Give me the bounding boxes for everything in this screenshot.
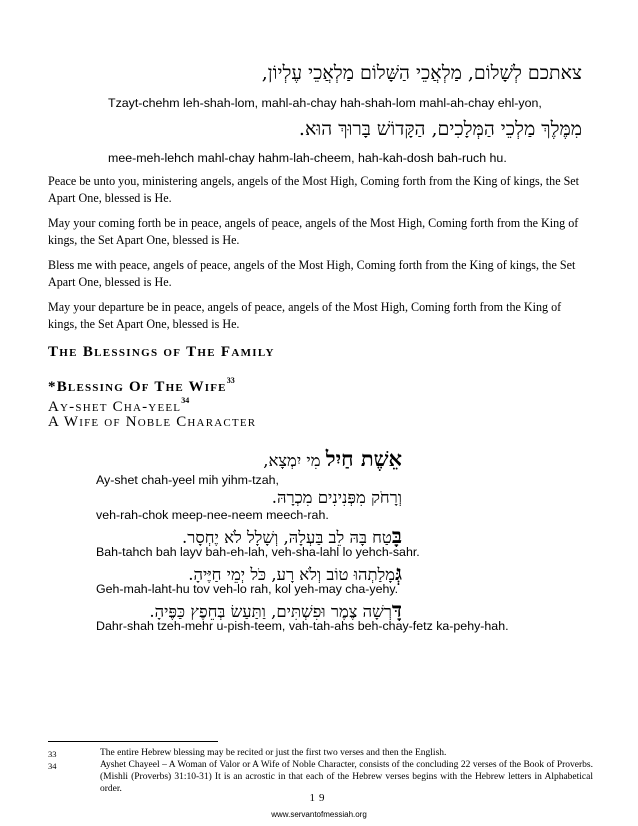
transliteration-line-1: Tzayt-chehm leh-shah-lom, mahl-ah-chay hah-shah-lom mahl-ah-chay ehl-yon, <box>108 96 542 110</box>
verse-2-transliteration: veh-rah-chok meep-nee-neem meech-rah. <box>96 508 329 522</box>
verse-5-hebrew-lead: דָּ <box>391 597 402 622</box>
blessing-transliterated-title <box>48 396 189 416</box>
verse-3-hebrew-lead: בָּ <box>391 523 402 548</box>
footnote-34-text: Ayshet Chayeel – A Woman of Valor or A Wife of Noble Character, consists of the concluding 22 verses of the Book of Proverbs. (Mishli (Proverbs) 31:10-31) It is an acrostic in that each of the Hebrew verses begins with the Hebrew letters in Alphabetical order. <box>100 760 593 794</box>
verse-3-transliteration: Bah-tahch bah layv bah-eh-lah, veh-sha-lahl lo yehch-sahr. <box>96 545 420 559</box>
verse-4-hebrew-rest: מָלַתְהוּ טוֹב וְלֹא רָע, כֹּל יְמֵי חַיֶּיהָ. <box>188 565 396 584</box>
verse-5-transliteration: Dahr-shah tzeh-mehr u-pish-teem, vah-tah-ahs beh-chay-fetz ka-pehy-hah. <box>96 619 509 633</box>
verse-5-hebrew-rest: רְשָׁה צֶמֶר וּפִשְׁתִּים, וַתַּעַשׂ בְּחֵפֶץ כַּפֶּיהָ. <box>149 602 392 621</box>
paragraph-4: May your departure be in peace, angels of peace, angels of the Most High, Coming forth from the King of kings, the Set Apart One, blessed is He. <box>48 300 562 331</box>
paragraph-1: Peace be unto you, ministering angels, angels of the Most High, Coming forth from the King of kings, the Set Apart One, blessed is He. <box>48 174 580 205</box>
verse-4-transliteration: Geh-mah-laht-hu tov veh-lo rah, kol yeh-may cha-yehy. <box>96 582 399 596</box>
blessing-english-title: A Wife of Noble Character <box>48 414 257 430</box>
transliteration-line-2: mee-meh-lehch mahl-chay hahm-lah-cheem, hah-kah-dosh bah-ruch hu. <box>108 151 507 165</box>
verse-1-hebrew <box>263 446 402 472</box>
verse-2-hebrew <box>272 488 402 508</box>
footnote-ref-33[interactable]: 33 <box>226 376 235 385</box>
footnote-34-number: 34 <box>48 761 57 771</box>
blessing-title-text: *Blessing Of The Wife <box>48 379 227 395</box>
hebrew-line-1: צאתכם לְשָׁלוֹם, מַלְאֲכֵי הַשָּׁלוֹם מַלְאֲכֵי עֶלְיוֹן, <box>261 62 582 84</box>
verse-1-hebrew-lead: אֵשֶׁת חַיִל <box>325 446 402 471</box>
footer-url[interactable]: www.servantofmessiah.org <box>271 810 367 819</box>
blessing-title <box>48 376 235 396</box>
section-heading: The Blessings of The Family <box>48 344 275 360</box>
page-number: 19 <box>309 792 329 804</box>
verse-2-hebrew-rest: וְרָחֹק מִפְּנִינִים מִכְרָהּ. <box>271 488 402 507</box>
paragraph-3: Bless me with peace, angels of peace, angels of the Most High, Coming forth from the King of kings, the Set Apart One, blessed is He. <box>48 258 576 289</box>
transliterated-title-text: Ay-shet Cha-yeel <box>48 399 182 415</box>
footnote-ref-34[interactable]: 34 <box>181 396 190 405</box>
footnote-33-text: The entire Hebrew blessing may be recited or just the first two verses and then the English. <box>100 748 447 758</box>
paragraph-2: May your coming forth be in peace, angels of peace, angels of the Most High, Coming forth from the King of kings, the Set Apart One, blessed is He. <box>48 216 579 247</box>
footnote-33-number: 33 <box>48 749 57 759</box>
hebrew-line-2: מִמֶּלֶךְ מַלְכֵי הַמְּלָכִים, הַקָּדוֹשׁ בָּרוּךְ הוּא. <box>298 118 582 140</box>
verse-1-hebrew-rest: מִי יִמְצָא, <box>263 451 326 470</box>
verse-3-hebrew-rest: טַח בָּהּ לֵב בַּעְלָהּ, וְשָׁלָל לֹא יֶחְסָר. <box>182 528 392 547</box>
footnote-separator <box>48 741 218 742</box>
verse-1-transliteration: Ay-shet chah-yeel mih yihm-tzah, <box>96 473 279 487</box>
verse-4-hebrew-lead: גְּ <box>395 560 402 585</box>
